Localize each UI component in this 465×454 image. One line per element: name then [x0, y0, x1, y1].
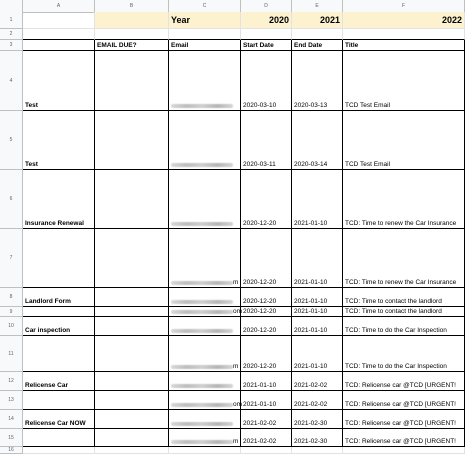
start-date-cell[interactable]: 2021-02-02: [241, 410, 292, 429]
redacted-email: [171, 440, 233, 444]
start-date-cell[interactable]: 2020-12-20: [241, 317, 292, 336]
entry-name[interactable]: [23, 307, 95, 317]
email-suffix: om: [233, 308, 243, 315]
end-date-cell[interactable]: 2020-03-13: [292, 51, 343, 111]
row-header-14[interactable]: 14: [0, 410, 23, 429]
email-cell[interactable]: [169, 317, 241, 336]
start-date-cell[interactable]: 2021-01-10: [241, 391, 292, 410]
header-end[interactable]: End Date: [292, 40, 343, 51]
row-header-12[interactable]: 12: [0, 372, 23, 391]
cell-d16[interactable]: [241, 447, 292, 454]
email-suffix: m: [233, 279, 239, 286]
cell-c2[interactable]: [169, 29, 241, 40]
cell-a2[interactable]: [23, 29, 95, 40]
start-date-cell[interactable]: 2020-12-20: [241, 336, 292, 372]
cell-a3[interactable]: [23, 40, 95, 51]
end-date-cell[interactable]: 2021-01-10: [292, 317, 343, 336]
end-date-cell[interactable]: 2021-01-10: [292, 307, 343, 317]
redacted-email: [171, 281, 233, 285]
row-header-2[interactable]: 2: [0, 29, 23, 40]
end-date-cell[interactable]: 2021-02-30: [292, 429, 343, 447]
entry-name[interactable]: Relicense Car: [23, 372, 95, 391]
column-header-b[interactable]: B: [95, 0, 169, 12]
email-cell[interactable]: [169, 229, 241, 288]
end-date-cell[interactable]: 2021-01-10: [292, 229, 343, 288]
row-header-5[interactable]: 5: [0, 111, 23, 170]
start-date-cell[interactable]: 2021-01-10: [241, 372, 292, 391]
entry-name[interactable]: Landlord Form: [23, 288, 95, 307]
email-due-cell[interactable]: [95, 317, 169, 336]
end-date-cell[interactable]: 2021-01-10: [292, 336, 343, 372]
redacted-email: [171, 310, 233, 314]
email-due-cell[interactable]: [95, 372, 169, 391]
entry-name[interactable]: [23, 429, 95, 447]
title-cell[interactable]: TCD: Time to renew the Car Insurance: [343, 170, 465, 229]
row-header-9[interactable]: 9: [0, 307, 23, 317]
start-date-cell[interactable]: 2020-12-20: [241, 170, 292, 229]
title-cell[interactable]: TCD: Relicense car @TCD [URGENT!: [343, 391, 465, 410]
email-cell[interactable]: [169, 429, 241, 447]
header-email[interactable]: Email: [169, 40, 241, 51]
entry-name[interactable]: [23, 391, 95, 410]
email-due-cell[interactable]: [95, 229, 169, 288]
redacted-email: [171, 422, 233, 426]
redacted-email: [171, 384, 233, 388]
email-due-cell[interactable]: [95, 307, 169, 317]
start-date-cell[interactable]: 2021-02-02: [241, 429, 292, 447]
cell-f1[interactable]: 2022: [343, 12, 465, 29]
header-title[interactable]: Title: [343, 40, 465, 51]
email-due-cell[interactable]: [95, 288, 169, 307]
title-cell[interactable]: TCD: Time to contact the landlord: [343, 288, 465, 307]
cell-e2[interactable]: [292, 29, 343, 40]
email-suffix: m: [233, 363, 239, 370]
title-cell[interactable]: TCD: Time to do the Car Inspection: [343, 336, 465, 372]
title-cell[interactable]: TCD: Relicense car @TCD [URGENT!: [343, 372, 465, 391]
row-header-3[interactable]: 3: [0, 40, 23, 51]
redacted-email: [171, 104, 233, 108]
email-due-cell[interactable]: [95, 170, 169, 229]
row-header-13[interactable]: 13: [0, 391, 23, 410]
email-cell[interactable]: [169, 410, 241, 429]
end-date-cell[interactable]: 2021-02-02: [292, 391, 343, 410]
row-header-11[interactable]: 11: [0, 336, 23, 372]
title-cell[interactable]: TCD: Relicense car @TCD [URGENT!: [343, 429, 465, 447]
start-date-cell[interactable]: 2020-12-20: [241, 288, 292, 307]
cell-f2[interactable]: [343, 29, 465, 40]
entry-name[interactable]: [23, 229, 95, 288]
row-header-16[interactable]: 16: [0, 447, 23, 454]
email-cell[interactable]: [169, 288, 241, 307]
email-cell[interactable]: [169, 391, 241, 410]
redacted-email: [171, 222, 233, 226]
cell-e16[interactable]: [292, 447, 343, 454]
column-header-c[interactable]: C: [169, 0, 241, 12]
start-date-cell[interactable]: 2020-12-20: [241, 229, 292, 288]
end-date-cell[interactable]: 2020-03-14: [292, 111, 343, 170]
start-date-cell[interactable]: 2020-03-10: [241, 51, 292, 111]
email-due-cell[interactable]: [95, 410, 169, 429]
email-cell[interactable]: [169, 372, 241, 391]
column-header-f[interactable]: F: [343, 0, 465, 12]
email-cell[interactable]: [169, 51, 241, 111]
entry-name[interactable]: Insurance Renewal: [23, 170, 95, 229]
title-cell[interactable]: TCD Test Email: [343, 111, 465, 170]
cell-c1[interactable]: Year: [169, 12, 241, 29]
email-due-cell[interactable]: [95, 429, 169, 447]
column-header-e[interactable]: E: [292, 0, 343, 12]
row-header-8[interactable]: 8: [0, 288, 23, 307]
email-cell[interactable]: [169, 307, 241, 317]
email-cell[interactable]: [169, 111, 241, 170]
email-suffix: m: [233, 438, 239, 445]
row-header-10[interactable]: 10: [0, 317, 23, 336]
redacted-email: [171, 329, 233, 333]
entry-name[interactable]: [23, 336, 95, 372]
end-date-cell[interactable]: 2021-01-10: [292, 288, 343, 307]
title-cell[interactable]: TCD Test Email: [343, 51, 465, 111]
header-email-due[interactable]: EMAIL DUE?: [95, 40, 169, 51]
row-header-6[interactable]: 6: [0, 170, 23, 229]
email-due-cell[interactable]: [95, 51, 169, 111]
cell-c16[interactable]: [169, 447, 241, 454]
end-date-cell[interactable]: 2021-02-02: [292, 372, 343, 391]
row-header-7[interactable]: 7: [0, 229, 23, 288]
entry-name[interactable]: Car inspection: [23, 317, 95, 336]
email-cell[interactable]: [169, 170, 241, 229]
cell-a1[interactable]: [23, 12, 95, 29]
cell-b1[interactable]: [95, 12, 169, 29]
title-cell[interactable]: TCD: Relicense car @TCD [URGENT!: [343, 410, 465, 429]
cell-e1[interactable]: 2021: [292, 12, 343, 29]
title-cell[interactable]: TCD: Time to renew the Car Insurance: [343, 229, 465, 288]
redacted-email: [171, 365, 233, 369]
cell-d2[interactable]: [241, 29, 292, 40]
column-header-d[interactable]: D: [241, 0, 292, 12]
end-date-cell[interactable]: 2021-01-10: [292, 170, 343, 229]
email-due-cell[interactable]: [95, 336, 169, 372]
row-header-1[interactable]: 1: [0, 12, 23, 29]
start-date-cell[interactable]: 2020-12-20: [241, 307, 292, 317]
entry-name[interactable]: Test: [23, 111, 95, 170]
start-date-cell[interactable]: 2020-03-11: [241, 111, 292, 170]
column-header-a[interactable]: A: [23, 0, 95, 12]
row-header-15[interactable]: 15: [0, 429, 23, 447]
entry-name[interactable]: Relicense Car NOW: [23, 410, 95, 429]
email-due-cell[interactable]: [95, 111, 169, 170]
redacted-email: [171, 300, 233, 304]
title-cell[interactable]: TCD: Time to do the Car Inspection: [343, 317, 465, 336]
email-due-cell[interactable]: [95, 391, 169, 410]
redacted-email: [171, 163, 233, 167]
row-header-4[interactable]: 4: [0, 51, 23, 111]
redacted-email: [171, 403, 233, 407]
email-cell[interactable]: [169, 336, 241, 372]
cell-d1[interactable]: 2020: [241, 12, 292, 29]
cell-a16[interactable]: [23, 447, 95, 454]
end-date-cell[interactable]: 2021-02-30: [292, 410, 343, 429]
entry-name[interactable]: Test: [23, 51, 95, 111]
title-cell[interactable]: TCD: Time to contact the landlord: [343, 307, 465, 317]
email-suffix: om: [233, 401, 243, 408]
select-all-corner[interactable]: [0, 0, 23, 12]
header-start[interactable]: Start Date: [241, 40, 292, 51]
cell-f16[interactable]: [343, 447, 465, 454]
cell-b2[interactable]: [95, 29, 169, 40]
cell-b16[interactable]: [95, 447, 169, 454]
